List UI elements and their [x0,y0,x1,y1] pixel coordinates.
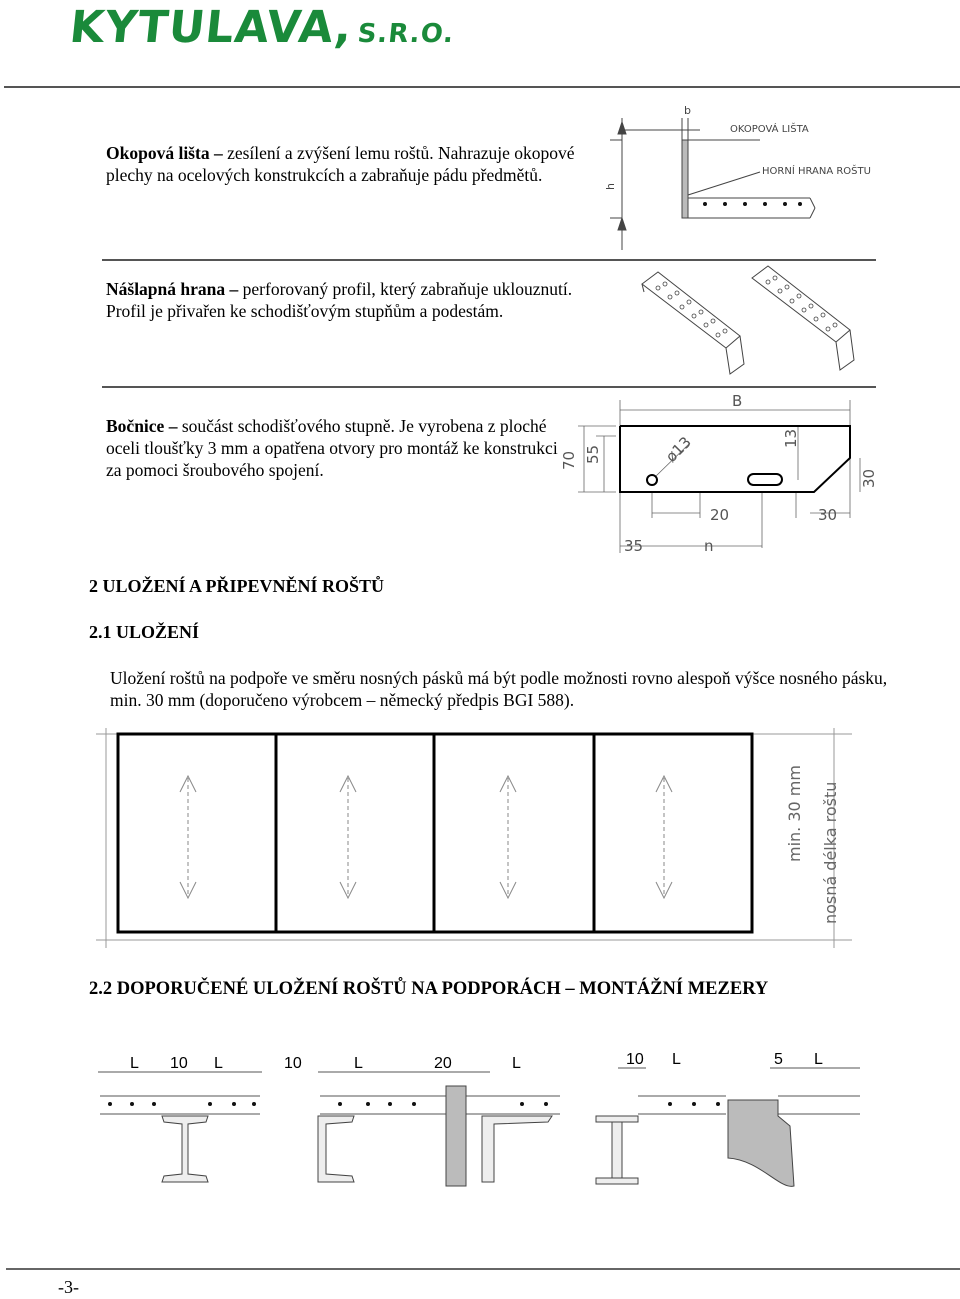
dim-13: 13 [782,428,800,448]
dim-30-right: 30 [860,468,878,488]
company-logo [67,2,457,53]
okopova-lista-label: OKOPOVÁ LIŠTA [730,124,809,135]
naslapna-text: perforovaný profil, který zabraňuje uklouznutí. Profil je přivařen ke schodišťovým stupňům a podestám. [106,279,573,321]
support-5-right: L [814,1051,823,1068]
naslapna-term: Nášlapná hrana [106,279,226,299]
support-1-right: L [214,1055,223,1072]
dim-55: 55 [584,444,602,464]
support-3-gap: 20 [434,1055,452,1072]
dim-n: n [704,537,714,555]
label-min-30: min. 30 mm [785,765,804,862]
dim-20: 20 [710,506,730,524]
bocnice-diagram [560,388,880,560]
bocnice-text: součást schodišťového stupně. Je vyrobena z ploché oceli tloušťky 3 mm a opatřena otvory pro montáž ke konstrukci za pomoci šroubového spojení. [106,416,558,480]
dim-35: 35 [624,537,644,555]
dim-B: B [732,392,743,410]
naslapna-paragraph [106,278,586,322]
page-number: -3- [58,1277,79,1297]
logo-suffix: S.R.O. [356,19,456,49]
dim-30: 30 [818,506,838,524]
support-1-left: L [130,1055,139,1072]
section-divider-1 [102,259,876,261]
logo-main: KYTULAVA, [67,2,356,53]
footer-divider [6,1268,960,1270]
naslapna-diagram [630,264,880,379]
dim-70: 70 [560,450,578,470]
label-nosna-delka: nosná délka roštu [821,781,840,924]
heading-2: 2 ULOŽENÍ A PŘIPEVNĚNÍ ROŠTŮ [89,576,385,596]
okopova-diagram [600,100,880,260]
naslapna-dash: – [225,279,243,299]
dim-d13: ø13 [662,433,695,466]
ulozeni-diagram [96,728,856,950]
supports-diagram [90,1040,860,1190]
horni-hrana-label: HORNÍ HRANA ROŠTU [762,166,871,177]
support-4-gap: 10 [626,1051,644,1068]
support-2-gap: 10 [284,1055,302,1072]
support-1-gap: 10 [170,1055,188,1072]
dim-b-label: b [684,104,691,117]
bocnice-dash: – [164,416,182,436]
heading-2-2: 2.2 DOPORUČENÉ ULOŽENÍ ROŠTŮ NA PODPORÁCH – MONTÁŽNÍ MEZERY [89,979,769,999]
okopova-dash: – [209,143,228,163]
support-3-right: L [512,1055,521,1072]
bocnice-term: Bočnice [106,416,165,436]
okopova-term: Okopová lišta [106,143,210,163]
bocnice-paragraph [106,415,566,481]
dim-h-label: h [604,183,617,190]
header-divider [4,86,960,88]
okopova-text: zesílení a zvýšení lemu roštů. Nahrazuje okopové plechy na ocelových konstrukcích a zabraňuje pádu předmětů. [106,143,575,185]
ulozeni-paragraph: Uložení roštů na podpoře ve směru nosných pásků má být podle možnosti rovno alespoň výšce nosného pásku, min. 30 mm (doporučeno výrobcem – německý předpis BGI 588). [110,668,888,710]
support-5-gap: 5 [774,1051,783,1068]
support-2-right: L [354,1055,363,1072]
heading-2-1: 2.1 ULOŽENÍ [89,622,200,642]
okopova-paragraph [106,142,586,186]
support-4-right: L [672,1051,681,1068]
